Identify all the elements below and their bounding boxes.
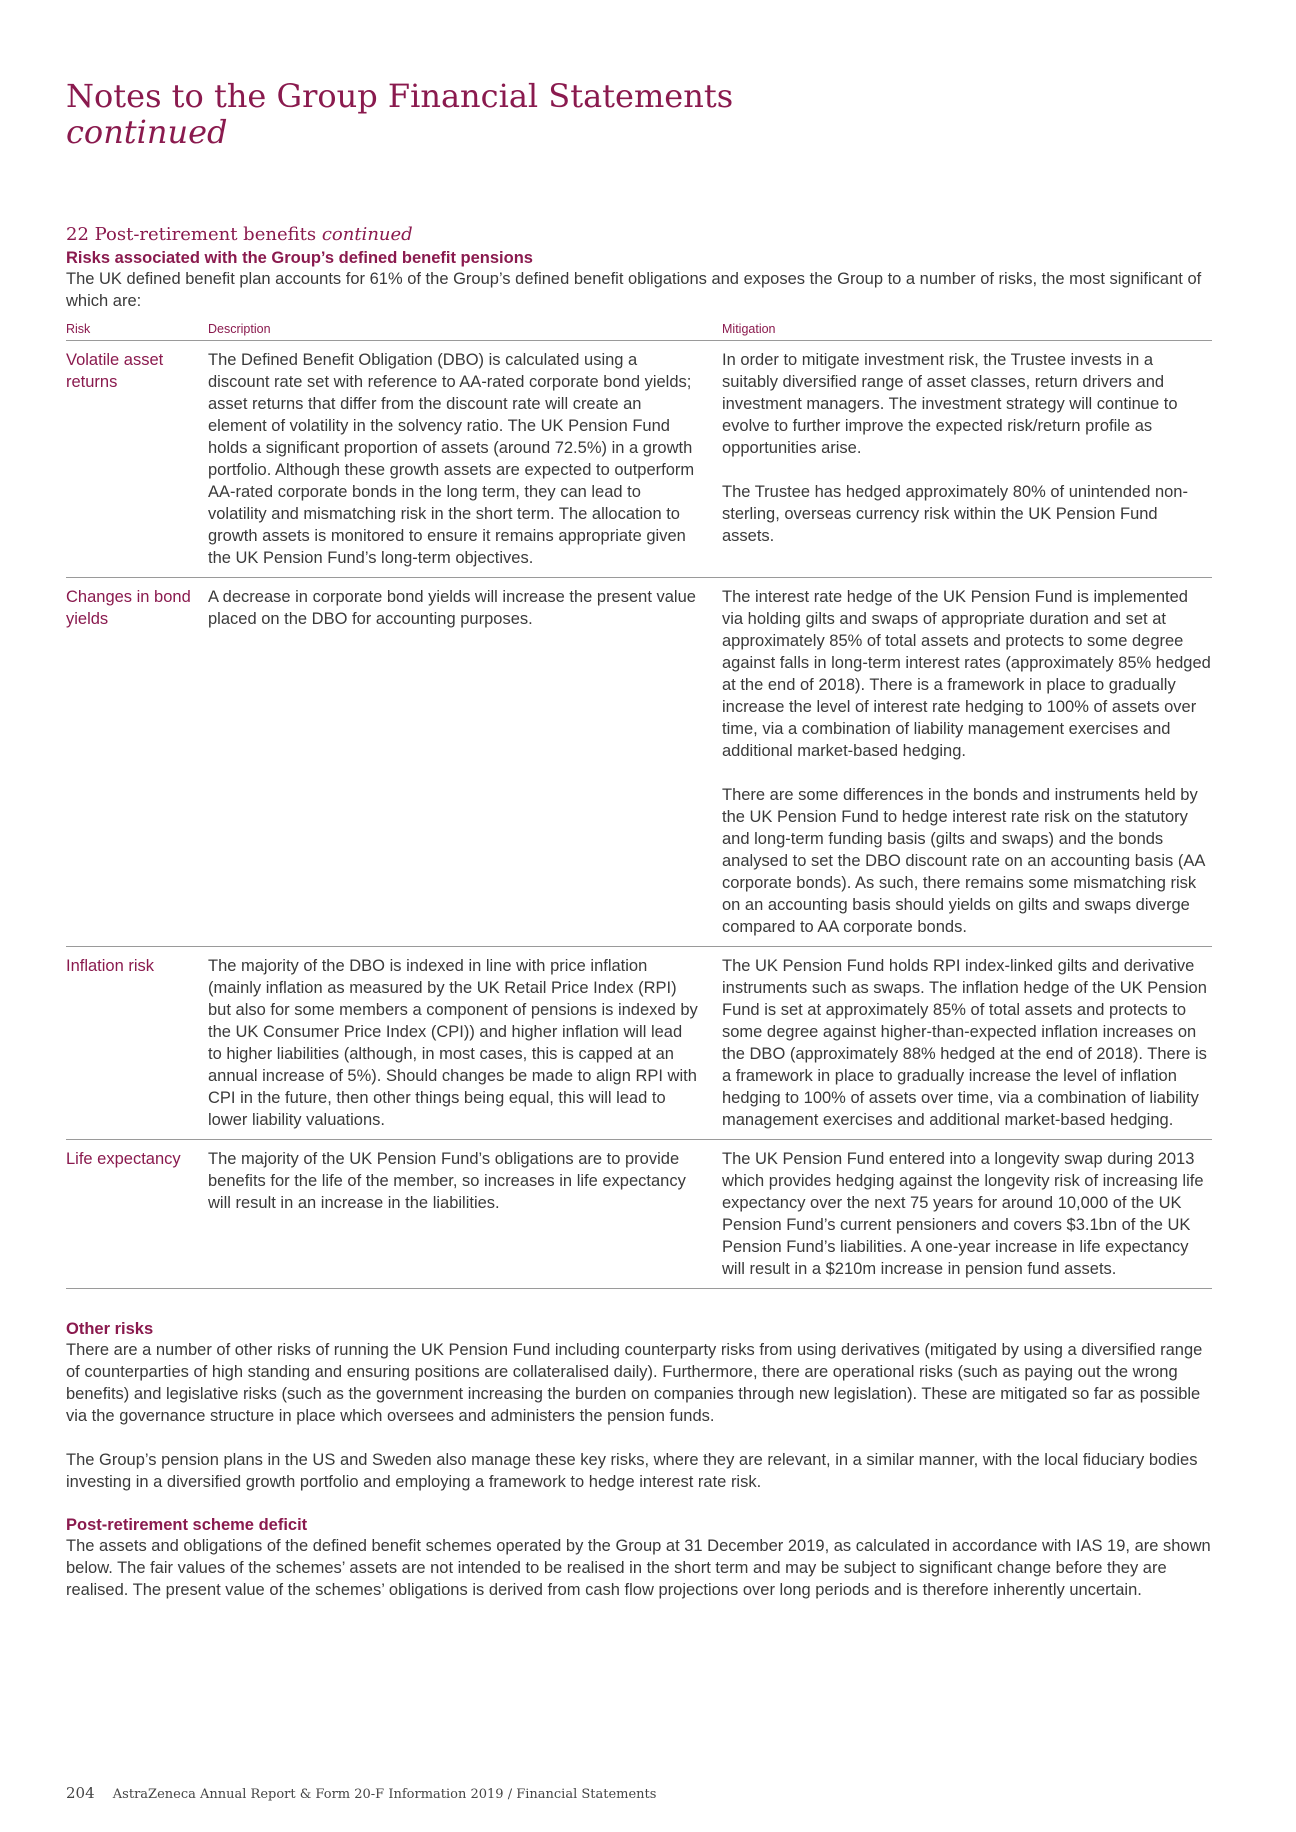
risk-cell: Changes in bond yields	[66, 578, 208, 947]
mitigation-paragraph: The interest rate hedge of the UK Pension Fund is implemented via holding gilts and swaps of appropriate duration and set at approximately 85% of total assets and protects to some degree against falls in long-term interest rates (approximately 85% hedged at the end of 2018). There is a framework in place to gradually increase the level of interest rate hedging to 100% of assets over time, via a combination of liability management exercises and additional market-based hedging.	[722, 588, 1211, 760]
deficit-section	[66, 1515, 1212, 1601]
deficit-heading: Post-retirement scheme deficit	[66, 1516, 308, 1534]
other-risks-paragraph-2: The Group’s pension plans in the US and Sweden also manage these key risks, where they are relevant, in a similar manner, with the local fiduciary bodies investing in a diversified growth portfolio and employing a framework to hedge interest rate risk.	[66, 1451, 1198, 1491]
other-risks-section	[66, 1319, 1212, 1493]
risk-table	[66, 318, 1212, 1289]
column-header-risk: Risk	[66, 318, 208, 341]
mitigation-paragraph: In order to mitigate investment risk, the Trustee invests in a suitably diversified range of asset classes, return drivers and investment managers. The investment strategy will continue to evolve to further improve the expected risk/return profile as opportunities arise.	[722, 351, 1178, 457]
mitigation-paragraph: The UK Pension Fund entered into a longevity swap during 2013 which provides hedging against the longevity risk of increasing life expectancy over the next 75 years for around 10,000 of the UK Pension Fund’s current pensioners and covers $3.1bn of the UK Pension Fund’s liabilities. A one-year increase in life expectancy will result in a $210m increase in pension fund assets.	[722, 1150, 1204, 1278]
column-header-mitigation: Mitigation	[722, 318, 1212, 341]
risk-cell: Inflation risk	[66, 947, 208, 1140]
table-row	[66, 341, 1212, 578]
table-row	[66, 578, 1212, 947]
risks-subheading: Risks associated with the Group’s defined benefit pensions	[66, 249, 533, 267]
risk-cell: Life expectancy	[66, 1140, 208, 1289]
risks-intro: The UK defined benefit plan accounts for 61% of the Group’s defined benefit obligations and exposes the Group to a number of risks, the most significant of which are:	[66, 270, 1202, 310]
description-cell: The majority of the DBO is indexed in line with price inflation (mainly inflation as measured by the UK Retail Price Index (RPI) but also for some members a component of pensions is indexed by the UK Consumer Price Index (CPI)) and higher inflation will lead to higher liabilities (although, in most cases, this is capped at an annual increase of 5%). Should changes be made to align RPI with CPI in the future, then other things being equal, this will lead to lower liability valuations.	[208, 947, 722, 1140]
deficit-paragraph: The assets and obligations of the defined benefit schemes operated by the Group at 31 December 2019, as calculated in accordance with IAS 19, are shown below. The fair values of the schemes’ assets are not intended to be realised in the short term and may be subject to significant change before they are realised. The present value of the schemes’ obligations is derived from cash flow projections over long periods and is therefore inherently uncertain.	[66, 1537, 1211, 1599]
mitigation-cell	[722, 947, 1212, 1140]
table-row	[66, 947, 1212, 1140]
page-title-main: Notes to the Group Financial Statements	[66, 77, 734, 115]
other-risks-paragraph-1: There are a number of other risks of running the UK Pension Fund including counterparty risks from using derivatives (mitigated by using a diversified range of counterparties of high standing and ensuring positions are collateralised daily). Furthermore, there are operational risks (such as paying out the wrong benefits) and legislative risks (such as the government increasing the burden on companies through new legislation). These are mitigated so far as possible via the governance structure in place which oversees and administers the pension funds.	[66, 1341, 1203, 1425]
mitigation-cell	[722, 578, 1212, 947]
section-heading	[66, 224, 1212, 246]
footer-text: AstraZeneca Annual Report & Form 20-F Information 2019 / Financial Statements	[112, 1787, 657, 1802]
section-heading-continued: continued	[321, 224, 413, 245]
page-number: 204	[66, 1784, 95, 1802]
mitigation-paragraph: The Trustee has hedged approximately 80% of unintended non-sterling, overseas currency risk within the UK Pension Fund assets.	[722, 483, 1188, 545]
page-footer	[66, 1784, 656, 1802]
mitigation-cell	[722, 1140, 1212, 1289]
main-content	[66, 224, 1212, 1601]
page-title-continued: continued	[66, 113, 228, 151]
risk-cell: Volatile asset returns	[66, 341, 208, 578]
other-risks-heading: Other risks	[66, 1320, 154, 1338]
section-heading-text: 22 Post-retirement benefits	[66, 224, 317, 245]
mitigation-paragraph: The UK Pension Fund holds RPI index-linked gilts and derivative instruments such as swaps. The inflation hedge of the UK Pension Fund is set at approximately 85% of total assets and protects to some degree against higher-than-expected inflation increases on the DBO (approximately 88% hedged at the end of 2018). There is a framework in place to gradually increase the level of inflation hedging to 100% of assets over time, via a combination of liability management exercises and additional market-based hedging.	[722, 957, 1207, 1129]
mitigation-cell	[722, 341, 1212, 578]
table-row	[66, 1140, 1212, 1289]
description-cell: A decrease in corporate bond yields will increase the present value placed on the DBO for accounting purposes.	[208, 578, 722, 947]
description-cell: The majority of the UK Pension Fund’s obligations are to provide benefits for the life of the member, so increases in life expectancy will result in an increase in the liabilities.	[208, 1140, 722, 1289]
risk-table-header	[66, 318, 1212, 341]
column-header-description: Description	[208, 318, 722, 341]
mitigation-paragraph: There are some differences in the bonds and instruments held by the UK Pension Fund to hedge interest rate risk on the statutory and long-term funding basis (gilts and swaps) and the bonds analysed to set the DBO discount rate on an accounting basis (AA corporate bonds). As such, there remains some mismatching risk on an accounting basis should yields on gilts and swaps diverge compared to AA corporate bonds.	[722, 786, 1205, 936]
description-cell: The Defined Benefit Obligation (DBO) is calculated using a discount rate set with reference to AA-rated corporate bond yields; asset returns that differ from the discount rate will create an element of volatility in the solvency ratio. The UK Pension Fund holds a significant proportion of assets (around 72.5%) in a growth portfolio. Although these growth assets are expected to outperform AA-rated corporate bonds in the long term, they can lead to volatility and mismatching risk in the short term. The allocation to growth assets is monitored to ensure it remains appropriate given the UK Pension Fund’s long-term objectives.	[208, 341, 722, 578]
page-title	[66, 78, 733, 150]
